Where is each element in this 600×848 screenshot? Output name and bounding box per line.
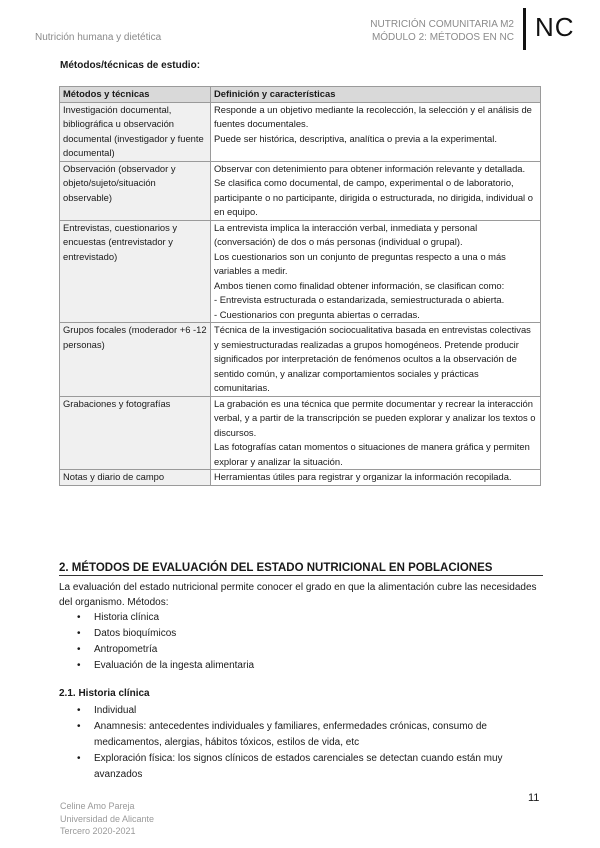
column-header-methods: Métodos y técnicas (60, 87, 211, 103)
section-2-1-heading: 2.1. Historia clínica (59, 688, 150, 699)
definition-line: - Entrevista estructurada o estandarizada, semiestructurada o abierta. (214, 294, 505, 305)
header-subject: Nutrición humana y dietética (35, 32, 162, 43)
definition-line: Puede ser histórica, descriptiva, analítica o previa a la experimental. (214, 132, 497, 144)
definition-cell (211, 161, 541, 220)
definition-line: Técnica de la investigación sociocualitativa basada en entrevistas colectivas y semiestructuradas realizadas a grupos homogéneos. Pretende producir significados por interpretación de fenómenos ocultos a la observación de sentido común, y analizar comportamientos sociales y prácticas comunitarias. (214, 324, 531, 393)
definition-cell (211, 323, 541, 397)
definition-cell (211, 396, 541, 470)
header-course (370, 18, 514, 44)
definition-line: Los cuestionarios son un conjunto de preguntas respecto a una o más variables a medir. (214, 250, 506, 276)
evaluation-methods-list (77, 610, 539, 674)
footer (60, 800, 154, 838)
table-row (60, 470, 541, 486)
definition-line: La entrevista implica la interacción verbal, inmediata y personal (conversación) de dos o más personas (individual o grupal). (214, 221, 478, 247)
list-item: • Antropometría (77, 642, 539, 658)
list-item: • Historia clínica (77, 610, 539, 626)
method-cell: Notas y diario de campo (60, 470, 211, 486)
list-item: • Datos bioquímicos (77, 626, 539, 642)
section-2-heading: 2. MÉTODOS DE EVALUACIÓN DEL ESTADO NUTRICIONAL EN POBLACIONES (59, 562, 543, 576)
footer-author: Celine Amo Pareja (60, 801, 135, 811)
method-cell: Observación (observador y objeto/sujeto/situación observable) (60, 161, 211, 220)
table-row (60, 323, 541, 397)
definition-cell (211, 102, 541, 161)
definition-line: La grabación es una técnica que permite documentar y recrear la interacción verbal, y a partir de la transcripción se pueden explorar y analizar los textos o discursos. (214, 397, 536, 438)
list-item: • Individual (77, 703, 539, 719)
definition-cell (211, 470, 541, 486)
footer-year: Tercero 2020-2021 (60, 826, 136, 836)
header-logo: NC (535, 12, 575, 42)
methods-table (59, 86, 541, 486)
table-row (60, 161, 541, 220)
method-cell: Grabaciones y fotografías (60, 396, 211, 470)
method-cell: Entrevistas, cuestionarios y encuestas (entrevistador y entrevistado) (60, 220, 211, 323)
method-cell: Grupos focales (moderador +6 -12 personas) (60, 323, 211, 397)
definition-cell (211, 220, 541, 323)
page-number: 11 (528, 792, 540, 804)
definition-line: Observar con detenimiento para obtener información relevante y detallada. Se clasifica como documental, de campo, experimental o de laboratorio, participante o no participante, dirigida o estructurada, no dirigida, individual o en equipo. (214, 162, 533, 217)
section-2-intro: La evaluación del estado nutricional permite conocer el grado en que la alimentación cubre las necesidades del organismo. Métodos: (59, 582, 537, 608)
method-cell: Investigación documental, bibliográfica u observación documental (investigador y fuente documental) (60, 102, 211, 161)
table-heading: Métodos/técnicas de estudio: (60, 60, 201, 71)
list-item: • Evaluación de la ingesta alimentaria (77, 658, 539, 674)
definition-line: Herramientas útiles para registrar y organizar la información recopilada. (214, 471, 512, 482)
definition-line: Responde a un objetivo mediante la recolección, la selección y el análisis de fuentes documentales. (214, 103, 532, 129)
definition-line: Ambos tienen como finalidad obtener información, se clasifican como: (214, 279, 505, 291)
clinical-history-list (77, 703, 539, 783)
header-course-title: NUTRICIÓN COMUNITARIA M2 (370, 19, 514, 30)
definition-line: - Cuestionarios con pregunta abiertas o cerradas. (214, 308, 420, 320)
definition-line: Las fotografías catan momentos o situaciones de manera gráfica y permiten explorar y analizar la situación. (214, 441, 530, 467)
footer-university: Universidad de Alicante (60, 813, 155, 824)
table-header-row (60, 87, 541, 103)
column-header-definition: Definición y características (211, 87, 541, 103)
header-module-title: MÓDULO 2: MÉTODOS EN NC (371, 32, 514, 43)
table-row (60, 220, 541, 323)
table-row (60, 396, 541, 470)
table-row (60, 102, 541, 161)
list-item: • Anamnesis: antecedentes individuales y familiares, enfermedades crónicas, consumo de medicamentos, alergias, hábitos tóxicos, estilos de vida, etc (77, 719, 539, 751)
list-item: • Exploración física: los signos clínicos de estados carenciales se detectan cuando están muy avanzados (77, 751, 539, 783)
header-divider (523, 8, 526, 50)
